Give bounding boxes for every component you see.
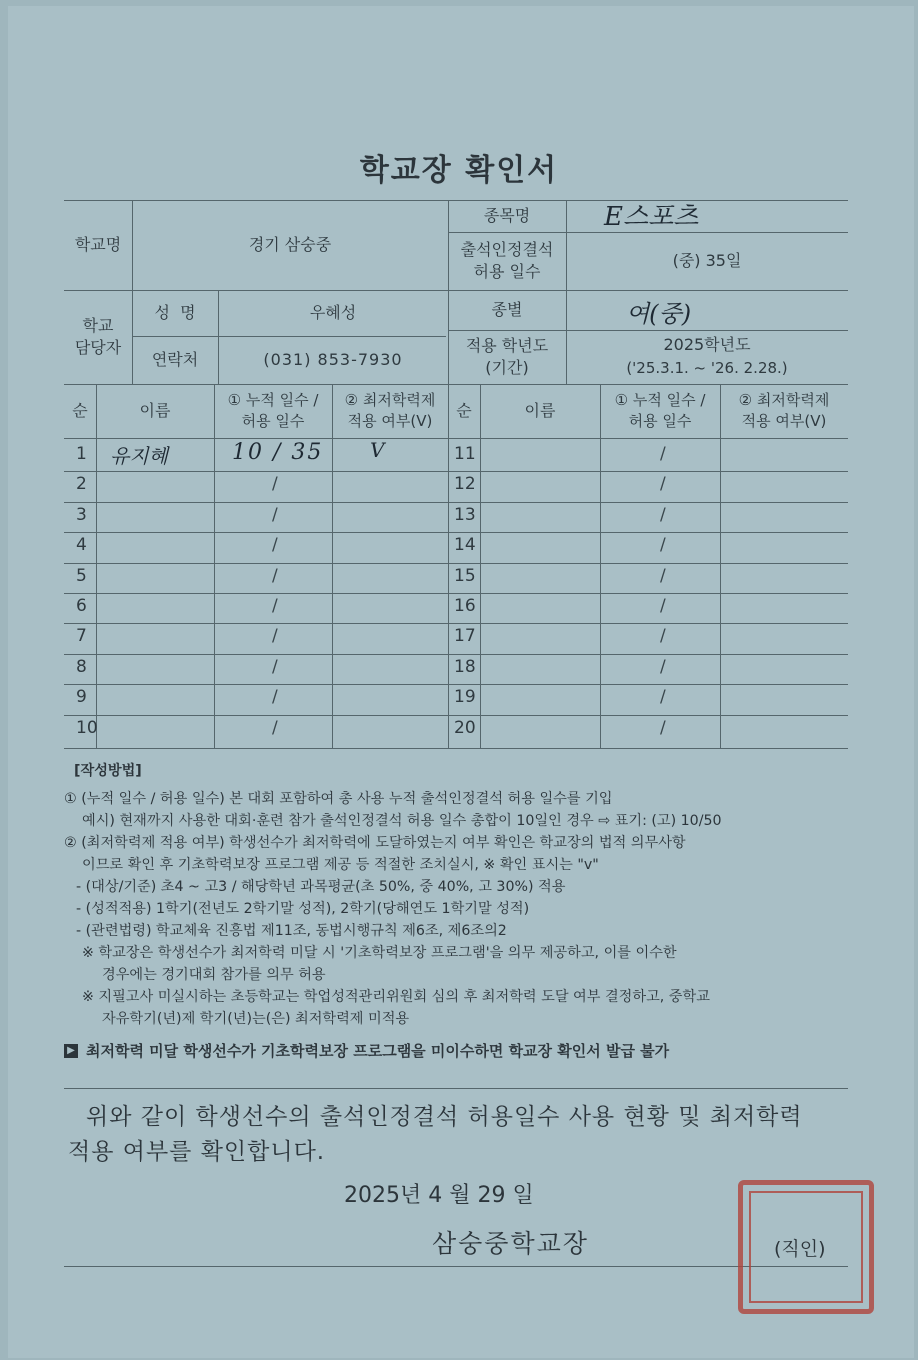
col-header-apply: ② 최저학력제 적용 여부(V)	[344, 391, 436, 430]
table-row-line	[64, 593, 848, 594]
table-row-line	[64, 684, 848, 685]
manager-name-value: 우혜성	[309, 302, 357, 322]
days-slash: /	[660, 687, 666, 707]
gender-label: 종별	[491, 299, 523, 319]
table-row-line	[64, 715, 848, 716]
manager-label: 학교 담당자	[74, 315, 122, 357]
days-value-handwritten: 10 / 35	[232, 440, 324, 465]
days-slash: /	[660, 596, 666, 616]
note-2-cont: 이므로 확인 후 기초학력보장 프로그램 제공 등 적절한 조치실시, ※ 확인 표시는 "v"	[82, 857, 599, 873]
note-law: - (관련법령) 학교체육 진흥법 제11조, 동법시행규칙 제6조, 제6조의2	[76, 923, 507, 939]
row-number: 14	[454, 535, 476, 555]
days-slash: /	[660, 566, 666, 586]
issue-date: 2025년 4 월 29 일	[344, 1183, 534, 1208]
row-number: 11	[454, 444, 476, 464]
table-row-line	[64, 654, 848, 655]
col-header-no: 순	[72, 400, 88, 420]
row-number: 13	[454, 505, 476, 525]
note-principal: ※ 학교장은 학생선수가 최저학력 미달 시 '기초학력보장 프로그램'을 의무 제공하고, 이를 이수한	[82, 945, 677, 961]
note-1: ① (누적 일수 / 허용 일수) 본 대회 포함하여 총 사용 누적 출석인정결석 허용 일수를 기입	[64, 791, 613, 807]
days-slash: /	[660, 474, 666, 494]
note-elementary: ※ 지필고사 미실시하는 초등학교는 학업성적관리위원회 심의 후 최저학력 도달 여부 결정하고, 중학교	[82, 989, 710, 1005]
contact-label: 연락처	[151, 349, 199, 369]
col-header-no-2: 순	[456, 400, 472, 420]
confirmation-line-1: 위와 같이 학생선수의 출석인정결석 허용일수 사용 현황 및 최저학력	[86, 1104, 803, 1130]
col-header-name: 이름	[139, 400, 171, 420]
row-number: 17	[454, 626, 476, 646]
note-principal-cont: 경우에는 경기대회 참가를 의무 허용	[102, 967, 326, 983]
note-grade: - (성적적용) 1학기(전년도 2학기말 성적), 2학기(당해연도 1학기말 성적)	[76, 901, 530, 917]
row-number: 9	[76, 687, 87, 707]
note-1-example: 예시) 현재까지 사용한 대회·훈련 참가 출석인정결석 허용 일수 총합이 10일인 경우 ⇨ 표기: (고) 10/50	[82, 813, 722, 829]
divider-bottom	[64, 1266, 848, 1267]
row-number: 20	[454, 718, 476, 738]
row-number: 5	[76, 566, 87, 586]
row-number: 1	[76, 444, 87, 464]
col-header-days: ① 누적 일수 / 허용 일수	[227, 391, 319, 430]
contact-value: (031) 853-7930	[263, 349, 403, 369]
days-slash: /	[272, 718, 278, 738]
instructions	[64, 760, 854, 1062]
row-number: 3	[76, 505, 87, 525]
document-title: 학교장 확인서	[359, 153, 559, 188]
row-number: 2	[76, 474, 87, 494]
row-number: 18	[454, 657, 476, 677]
note-2: ② (최저학력제 적용 여부) 학생선수가 최저학력에 도달하였는지 여부 확인은 학교장의 법적 의무사항	[64, 835, 686, 851]
days-slash: /	[272, 505, 278, 525]
col-header-apply-2: ② 최저학력제 적용 여부(V)	[738, 391, 830, 430]
days-slash: /	[660, 657, 666, 677]
confirmation-text	[68, 1100, 848, 1170]
table-row-line	[64, 563, 848, 564]
divider	[64, 1088, 848, 1089]
sport-label: 종목명	[483, 205, 531, 225]
principal-name: 삼숭중학교장	[432, 1229, 589, 1258]
days-slash: /	[272, 657, 278, 677]
row-number: 6	[76, 596, 87, 616]
days-slash: /	[660, 718, 666, 738]
instructions-heading: [작성방법]	[74, 763, 142, 779]
absence-days-value: (중) 35일	[672, 250, 742, 270]
col-header-name-2: 이름	[524, 400, 556, 420]
warning-text: 최저학력 미달 학생선수가 기초학력보장 프로그램을 미이수하면 학교장 확인서 발급 불가	[86, 1042, 670, 1060]
table-row-line	[64, 471, 848, 472]
table-line	[332, 384, 333, 748]
year-period: ('25.3.1. ~ '26. 2.28.)	[626, 358, 788, 377]
table-row-line	[64, 532, 848, 533]
manager-name-label: 성 명	[154, 302, 196, 322]
days-slash: /	[272, 566, 278, 586]
days-slash: /	[660, 626, 666, 646]
apply-check-handwritten: V	[370, 438, 385, 462]
student-name-handwritten: 유지혜	[110, 444, 168, 468]
absence-days-label: 출석인정결석 허용 일수	[460, 239, 554, 281]
col-header-days-2: ① 누적 일수 / 허용 일수	[614, 391, 706, 430]
stamp-label: (직인)	[774, 1238, 826, 1260]
year-label: 적용 학년도 (기간)	[465, 335, 549, 377]
warning-note	[64, 1040, 854, 1062]
arrow-box-icon: ▶	[64, 1044, 78, 1058]
table-line	[64, 438, 848, 439]
days-slash: /	[272, 626, 278, 646]
days-slash: /	[272, 687, 278, 707]
table-row-line	[64, 623, 848, 624]
row-number: 10	[76, 718, 98, 738]
note-target: - (대상/기준) 초4 ~ 고3 / 해당학년 과목평균(초 50%, 중 40%, 고 30%) 적용	[76, 879, 566, 895]
sport-value-handwritten: E스포츠	[604, 202, 699, 232]
school-name-value: 경기 삼숭중	[248, 234, 332, 254]
gender-value-handwritten: 여(중)	[626, 300, 692, 328]
days-slash: /	[660, 535, 666, 555]
table-line	[64, 748, 848, 749]
confirmation-line-2: 적용 여부를 확인합니다.	[68, 1139, 326, 1165]
row-number: 7	[76, 626, 87, 646]
days-slash: /	[272, 596, 278, 616]
table-line	[600, 384, 601, 748]
table-line	[720, 384, 721, 748]
days-slash: /	[272, 535, 278, 555]
row-number: 15	[454, 566, 476, 586]
year-value: 2025학년도	[663, 334, 751, 354]
school-name-label: 학교명	[74, 234, 122, 254]
row-number: 8	[76, 657, 87, 677]
row-number: 19	[454, 687, 476, 707]
table-line	[448, 384, 449, 748]
row-number: 16	[454, 596, 476, 616]
table-line	[480, 384, 481, 748]
table-line	[214, 384, 215, 748]
days-slash: /	[660, 505, 666, 525]
row-number: 12	[454, 474, 476, 494]
note-elementary-cont: 자유학기(년)제 학기(년)는(은) 최저학력제 미적용	[102, 1011, 410, 1027]
days-slash: /	[660, 444, 666, 464]
table-row-line	[64, 502, 848, 503]
days-slash: /	[272, 474, 278, 494]
row-number: 4	[76, 535, 87, 555]
table-line	[96, 384, 97, 748]
